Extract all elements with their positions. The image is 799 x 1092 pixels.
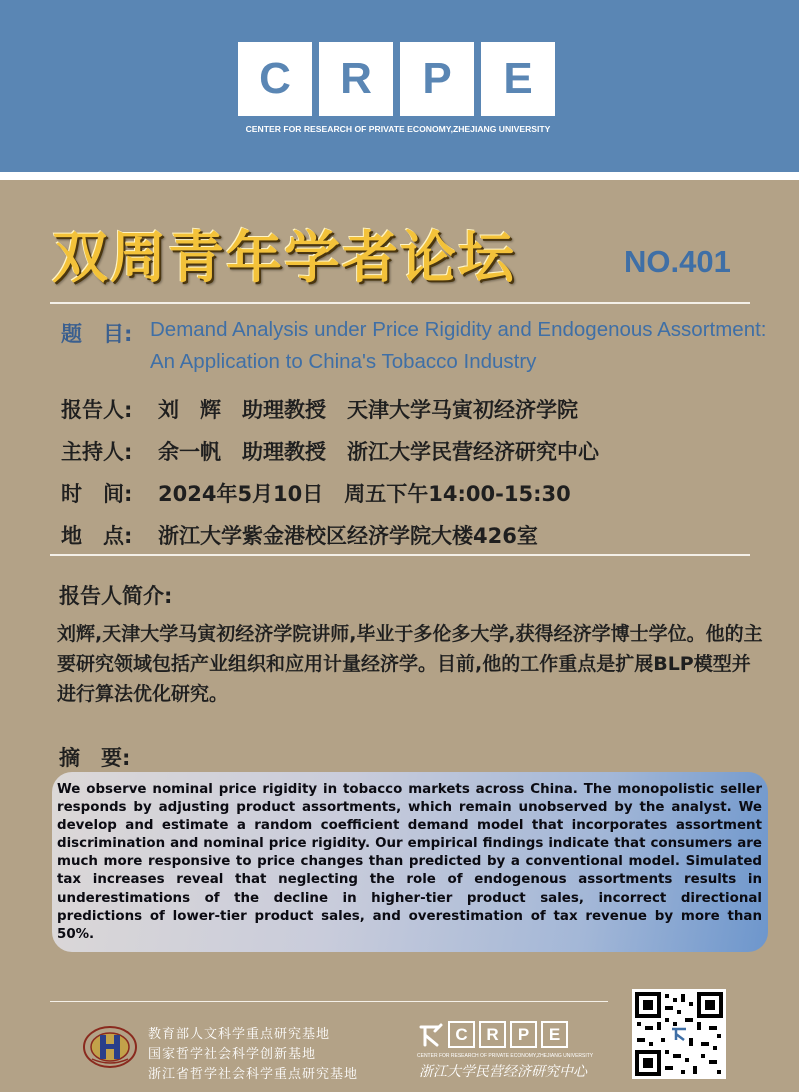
header-banner: [0, 0, 799, 172]
topic-line: Demand Analysis under Price Rigidity and Endogenous Assortment:: [150, 318, 767, 341]
footer-divider: [50, 1001, 608, 1002]
place-label: 地 点:: [61, 524, 133, 548]
header-divider: [0, 172, 799, 180]
mini-logo-letter: R: [479, 1021, 506, 1048]
forum-title: 双周青年学者论坛: [52, 226, 516, 291]
place-value: 浙江大学紫金港校区经济学院大楼426室: [158, 524, 538, 548]
divider: [50, 302, 750, 304]
forum-number: NO.401: [624, 244, 731, 279]
mini-logo-chinese: 浙江大学民营经济研究中心: [419, 1064, 587, 1080]
logo-letter: C: [238, 42, 312, 116]
mini-logo-subtitle: CENTER FOR RESEARCH OF PRIVATE ECONOMY,ZHEJIANG UNIVERSITY: [417, 1053, 594, 1059]
crpe-logo: [238, 42, 555, 116]
logo-subtitle: CENTER FOR RESEARCH OF PRIVATE ECONOMY,ZHEJIANG UNIVERSITY: [245, 124, 551, 134]
mini-logo-letter: C: [448, 1021, 475, 1048]
bio-heading: 报告人简介:: [59, 584, 173, 608]
qr-code: [632, 989, 726, 1079]
time-value: 2024年5月10日 周五下午14:00-15:30: [158, 482, 571, 506]
logo-letter: E: [481, 42, 555, 116]
host-label: 主持人:: [61, 440, 133, 464]
abstract-heading: 摘 要:: [59, 746, 131, 770]
mini-logo-letter: E: [541, 1021, 568, 1048]
host-value: 余一帆 助理教授 浙江大学民营经济研究中心: [158, 440, 599, 464]
speaker-value: 刘 辉 助理教授 天津大学马寅初经济学院: [158, 398, 578, 422]
divider: [50, 554, 750, 556]
base-line: 教育部人文科学重点研究基地: [148, 1027, 331, 1042]
seal-mark-icon: [417, 1021, 445, 1049]
topic-label: 题 目:: [61, 322, 133, 346]
topic-line: An Application to China's Tobacco Industry: [150, 350, 537, 373]
bio-text: 刘辉,天津大学马寅初经济学院讲师,毕业于多伦多大学,获得经济学博士学位。他的主要研究领域包括产业组织和应用计量经济学。目前,他的工作重点是扩展BLP模型并进行算法优化研究。: [57, 623, 763, 705]
abstract-text: We observe nominal price rigidity in tobacco markets across China. The monopolistic seller responds by adjusting product assortments, which remain unobserved by the analyst. We develop and estimate a random coefficient demand model that incorporates assortment discrimination and nominal price rigidity. Our empirical findings indicate that consumers are much more responsive to price changes than predicted by a conventional model. Simulated tax increases reveal that neglecting the role of endogenous assortments results in underestimations of the decline in higher-tier product sales, incorrect directional predictions of lower-tier product sales, and overestimation of tax revenue by more than 50%.: [57, 782, 762, 942]
base-line: 国家哲学社会科学创新基地: [148, 1047, 317, 1062]
university-emblem-icon: [82, 1025, 138, 1069]
qr-code-icon: [632, 989, 726, 1079]
logo-letter: R: [319, 42, 393, 116]
mini-logo-letter: P: [510, 1021, 537, 1048]
logo-letter: P: [400, 42, 474, 116]
time-label: 时 间:: [61, 482, 133, 506]
speaker-label: 报告人:: [61, 398, 133, 422]
base-line: 浙江省哲学社会科学重点研究基地: [148, 1067, 359, 1082]
